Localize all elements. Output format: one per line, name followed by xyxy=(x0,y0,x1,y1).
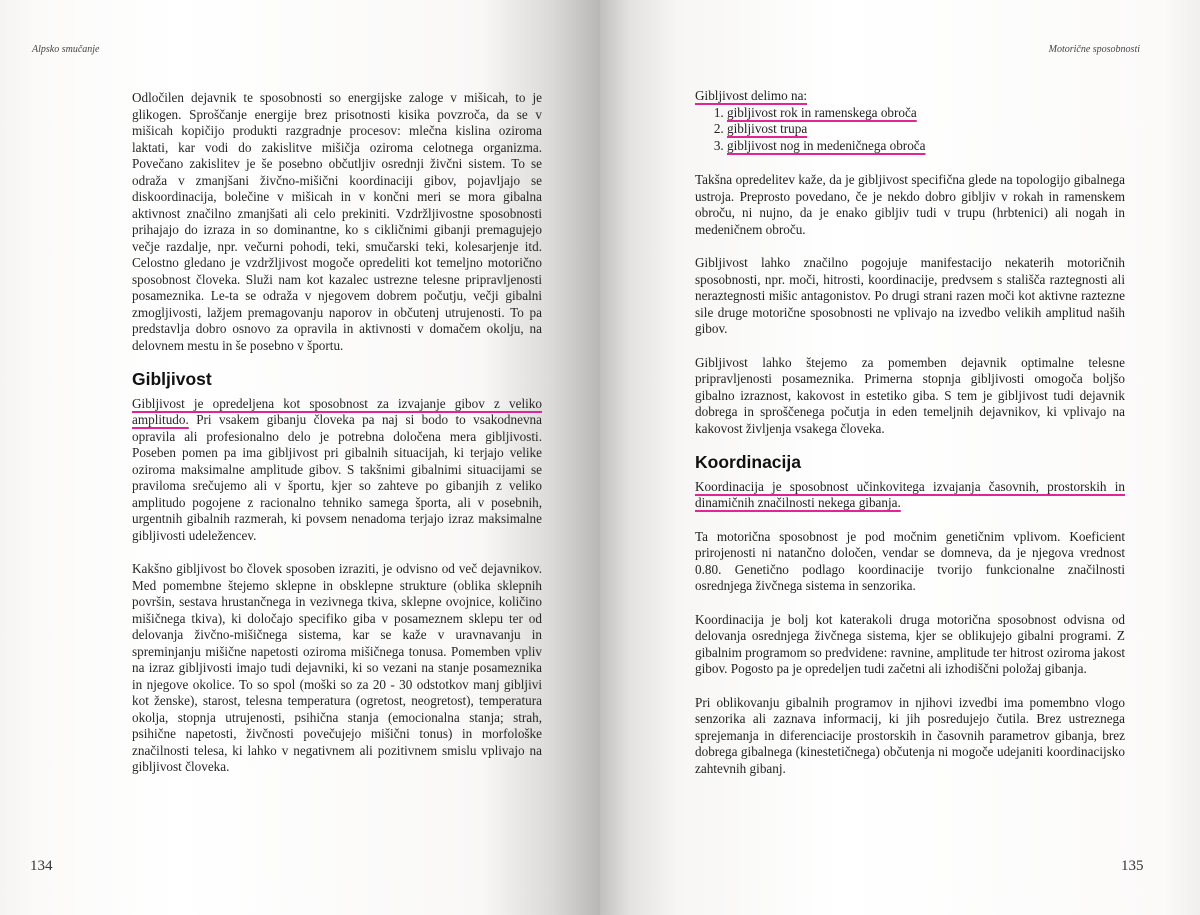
right-page xyxy=(600,0,1200,915)
flexibility-list xyxy=(695,105,1125,155)
list-item xyxy=(727,138,1125,155)
paragraph-topology: Takšna opredelitev kaže, da je gibljivost specifična glede na topologijo gibalnega ustroja. Preprosto povedano, če je nekdo dobro gibljiv v rokah in ramenskem obroču, ni nujno, da je enako gibljiv tudi v trupu (hrbtenici) ali nogah in medeničnem obroču. xyxy=(695,172,1125,237)
underlined-definition: Gibljivost je opredeljena kot sposobnost za izvajanje gibov z veliko amplitudo. xyxy=(132,395,542,427)
list-item xyxy=(727,121,1125,138)
paragraph-manifestation: Gibljivost lahko značilno pogojuje manifestacijo nekaterih motoričnih sposobnosti, npr. moči, hitrosti, koordinacije, predvsem s stališča raztegnosti ali neraztegnosti mišic antagonistov. Po drugi strani razen moči kot aktivne raztezne sile druge motorične sposobnosti ne vplivajo na izvedbo velikih amplitud naših gibov. xyxy=(695,255,1125,336)
paragraph-flexibility-factors: Kakšno gibljivost bo človek sposoben izraziti, je odvisno od več dejavnikov. Med pomembne štejemo sklepne in obsklepne strukture (oblika sklepnih površin, sestava hrustančnega in vezivnega tkiva, sklepne ovojnice, količino mišičnega tkiva), ki določajo specifiko giba v posameznem sklepu ter od delovanja živčno-mišičnega sistema, kar se kaže v uravnavanju in spreminjanju mišične napetosti oziroma mišičnega tonusa. Pomemben vpliv na izraz gibljivosti imajo tudi dejavniki, ki so vezani na stanje posameznika in njegove okolice. To so spol (moški so za 20 - 30 odstotkov manj gibljivi kot ženske), starost, telesna temperatura (ogretost, neogretost), temperatura okolja, stopnja utrujenosti, psihična stanja (emocionalna stanja; strah, psihične napetosti, živčnosti povečujejo mišični tonus) in morfološke značilnosti telesa, ki lahko v negativnem ali pozitivnem smislu vplivajo na gibljivost človeka. xyxy=(132,561,542,774)
list-intro: Gibljivost delimo na: xyxy=(695,88,808,103)
paragraph-senzorika: Pri oblikovanju gibalnih programov in njihovi izvedbi ima pomembno vlogo senzorika ali zaznava informacij, ki jih posredujejo čutila. Brez ustreznega sprejemanja in diferenciacije prostorskih in časovnih parametrov gibanja, brez dobrega gibalnega (kinestetičnega) občutenja ni mogoče udejaniti koordinacijsko zahtevnih gibanj. xyxy=(695,694,1125,776)
paragraph-flexibility-rest: Pri vsakem gibanju človeka pa naj si bodo to vsakodnevna opravila ali profesionalno delo je potrebna določena mera gibljivosti. Poseben pomen pa ima gibljivost pri gibalnih situacijah, ki terjajo velike oziroma maksimalne amplitude gibov. S takšnimi gibalnimi situacijami se praviloma srečujemo ali v športu, kjer so zahteve po gibanjih z veliko amplitudo pogojene z racionalno tehniko samega športa, ali v posebnih, urgentnih gibalnih razmerah, ki povsem nenadoma terjajo izraz maksimalne gibljivosti udeležencev. xyxy=(132,412,542,543)
heading-gibljivost: Gibljivost xyxy=(132,369,212,389)
underlined-definition: Koordinacija je sposobnost učinkovitega izvajanja časovnih, prostorskih in dinamičnih značilnosti nekega gibanja. xyxy=(695,478,1125,510)
left-page-content xyxy=(132,90,542,793)
paragraph-importance: Gibljivost lahko štejemo za pomemben dejavnik optimalne telesne pripravljenosti posameznika. Primerna stopnja gibljivosti omogoča boljšo gibalno izraznost, kakovost in estetiko giba. S tem je gibljivost tudi dejavnik dobrega in sproščenega počutja in eden temeljnih dejavnikov, ki vplivajo na kakovost življenja vsakega človeka. xyxy=(695,354,1125,436)
list-item xyxy=(727,105,1125,122)
heading-koordinacija: Koordinacija xyxy=(695,452,801,472)
paragraph-genetics: Ta motorična sposobnost je pod močnim genetičnim vplivom. Koeficient prirojenosti ni natančno določen, vendar se domneva, da je njegova vrednost 0.80. Genetično podlago koordinacije tvorijo funkcionalne značilnosti osrednjega živčnega sistema in senzorika. xyxy=(695,528,1125,593)
list-item-text: gibljivost rok in ramenskega obroča xyxy=(727,104,917,120)
running-head-left: Alpsko smučanje xyxy=(32,44,100,55)
running-head-right: Motorične sposobnosti xyxy=(1048,44,1140,55)
page-number-left: 134 xyxy=(30,858,53,874)
paragraph-flexibility-definition xyxy=(132,396,542,545)
paragraph-coordination-definition xyxy=(695,479,1125,512)
paragraph-nervous-system: Koordinacija je bolj kot katerakoli druga motorična sposobnost odvisna od delovanja osrednjega živčnega sistema, kjer se oblikujejo gibalni programi. Z gibalnim programom so predvidene: ravnine, amplitude ter hitrost oziroma jakost gibov. Pogosto pa je opredeljen tudi začetni ali izhodiščni položaj gibanja. xyxy=(695,611,1125,676)
paragraph-endurance: Odločilen dejavnik te sposobnosti so energijske zaloge v mišicah, to je glikogen. Sproščanje energije brez prisotnosti kisika povzroča, da se v mišicah kopičijo produkti razgradnje procesov: mlečna kislina oziroma laktati, kar vodi do zakislitve mišičja oziroma celotnega organizma. Povečano zakislitev je še posebno občutljiv osrednji živčni sistem. To se odraža v zmanjšani živčno-mišični koordinaciji gibov, pojavljajo se diskoordinacija, bolečine v mišicah in v končni meri se mora gibalna aktivnost značilno zmanjšati ali celo prekiniti. Vzdržljivostne sposobnosti prihajajo do izraza in so dominantne, ko s cikličnimi gibanji premagujejo večje razdalje, npr. večurni pohodi, teki, smučarski teki, kolesarjenje itd. Celostno gledano je vzdržljivost mogoče opredeliti kot temeljno motorično sposobnost človeka. Služi nam kot kazalec ustrezne telesne pripravljenosti posameznika. Le-ta se odraža v njegovem dobrem počutju, večji gibalni zmogljivosti, lažjem premagovanju naporov in občutenj utrujenosti. To pa predstavlja dobro osnovo za opravila in aktivnosti v domačem okolju, na delovnem mestu in še posebno v športu. xyxy=(132,90,542,353)
page-number-right: 135 xyxy=(1121,858,1144,874)
list-item-text: gibljivost trupa xyxy=(727,121,808,136)
list-item-text: gibljivost nog in medeničnega obroča xyxy=(727,137,926,153)
right-page-content xyxy=(695,88,1125,794)
